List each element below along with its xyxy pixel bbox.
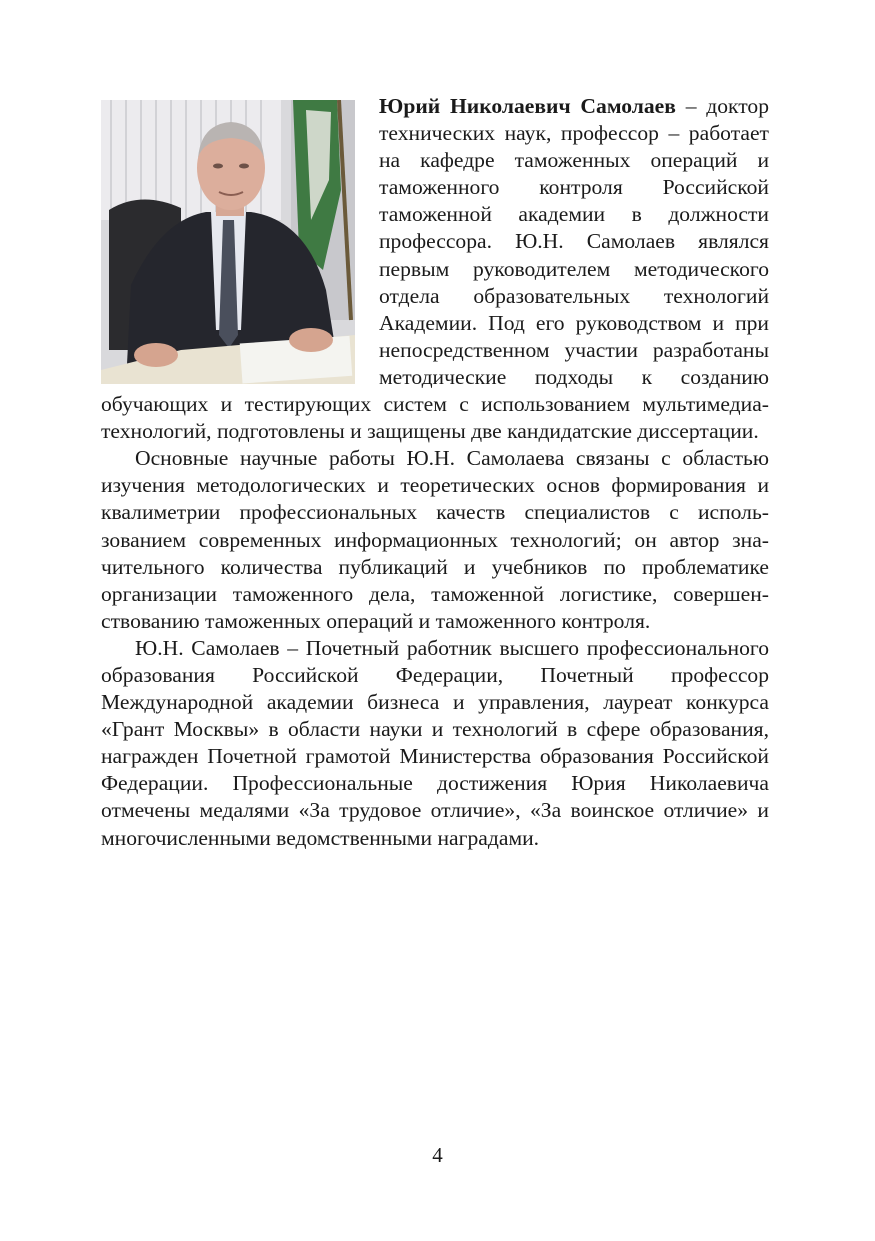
article-body <box>101 93 769 852</box>
paragraph-2: Основные научные работы Ю.Н. Самолаева связаны с областью изучения методологических и теоретических основ формирования и квалиметрии профессиональных качеств специалистов с использованием современных информационных технологий; он автор значительного количества публикаций и учебников по проблематике организации таможенного дела, таможенной логистике, совершенствованию таможенных операций и таможенного контроля. <box>101 446 769 633</box>
paragraph-1-text: – доктор технических наук, профессор – работает на кафедре таможенных операций и таможенного контроля Российской таможенной академии в должности профессора. Ю.Н. Самолаев являлся первым руководителем методического отдела образовательных технологий Академии. Под его руководством и при непосредственном участии разработаны методические подходы к созданию обучающих и тестирующих систем с использованием мультимедиатехнологий, подготовлены и защищены две кандидатские диссертации. <box>101 94 769 444</box>
paragraph-3: Ю.Н. Самолаев – Почетный работник высшего профессионального образования Российской Федерации, Почетный профессор Международной академии бизнеса и управления, лауреат конкурса «Грант Москвы» в области науки и технологий в сфере образования, награжден Почетной грамотой Министерства образования Российской Федерации. Профессиональные достижения Юрия Николаевича отмечены медалями «За трудовое отличие», «За воинское отличие» и многочисленными ведомственными наградами. <box>101 635 769 850</box>
page-number: 4 <box>432 1143 443 1167</box>
author-name: Юрий Николаевич Самолаев <box>379 94 676 118</box>
portrait-photo-icon <box>101 100 355 384</box>
